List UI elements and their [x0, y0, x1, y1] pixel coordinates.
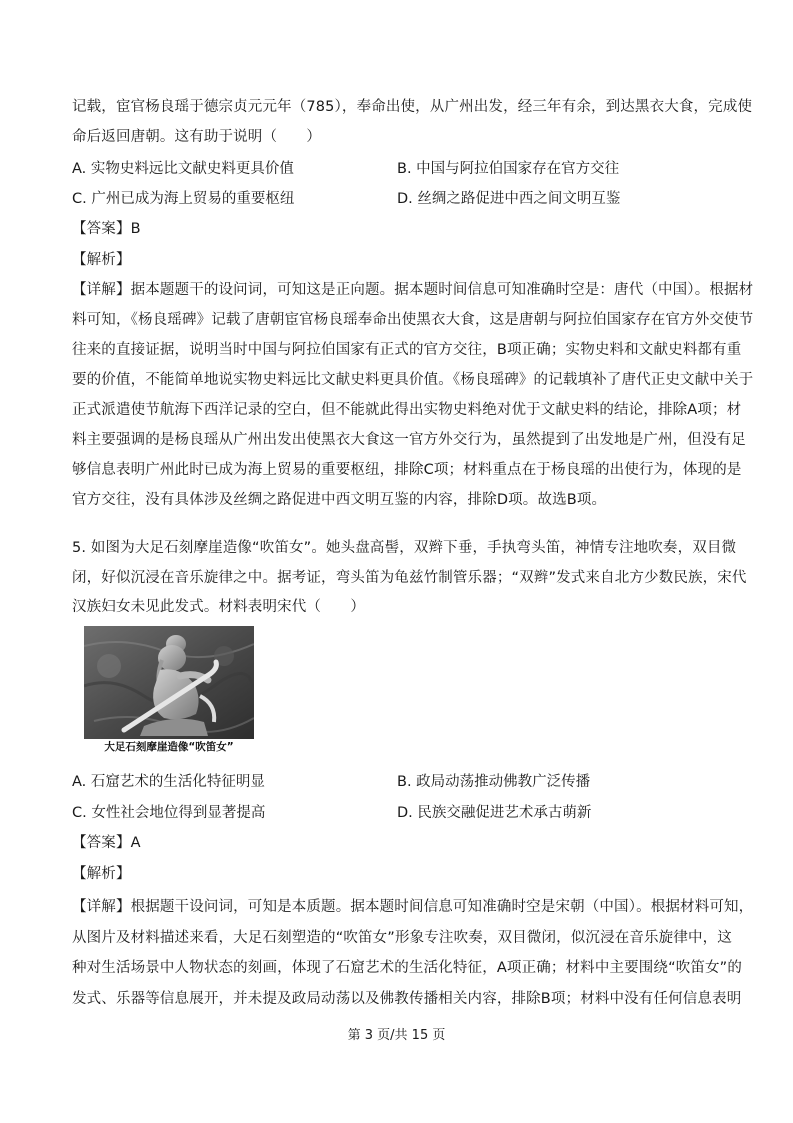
q5-stem-line: 5. 如图为大足石刻摩崖造像“吹笛女”。她头盘高髻，双辫下垂，手执弯头笛，神情专注地吹奏，双目微 [72, 540, 737, 556]
figure-caption: 大足石刻摩崖造像“吹笛女” [104, 741, 234, 753]
q4-detail-line: 往来的直接证据，说明当时中国与阿拉伯国家有正式的官方交往，B项正确；实物史料和文献史料都有重 [72, 342, 742, 358]
stone-carving-figure [84, 626, 254, 759]
q4-detail-line: 官方交往，没有具体涉及丝绸之路促进中西文明互鉴的内容，排除D项。故选B项。 [72, 492, 607, 508]
q4-detail-line: 正式派遣使节航海下西洋记录的空白，但不能就此得出实物史料绝对优于文献史料的结论，排除A项；材 [72, 402, 742, 418]
q5-detail-line: 【详解】根据题干设问词，可知是本质题。据本题时间信息可知准确时空是宋朝（中国）。根据材料可知， [72, 899, 754, 915]
q5-option-a: A. 石窟艺术的生活化特征明显 [72, 774, 265, 790]
q5-option-d: D. 民族交融促进艺术承古萌新 [397, 805, 592, 821]
q5-option-b: B. 政局动荡推动佛教广泛传播 [397, 774, 591, 790]
q4-detail-line: 够信息表明广州此时已成为海上贸易的重要枢纽，排除C项；材料重点在于杨良瑶的出使行为，体现的是 [72, 462, 742, 478]
q5-detail-line: 从图片及材料描述来看，大足石刻塑造的“吹笛女”形象专注吹奏，双目微闭，似沉浸在音乐旋律中，这 [72, 930, 732, 946]
q4-stem-line-2: 命后返回唐朝。这有助于说明（ ） [72, 129, 322, 145]
q4-analysis-label: 【解析】 [72, 252, 131, 268]
q5-stem-line: 闭，好似沉浸在音乐旋律之中。据考证，弯头笛为龟兹竹制管乐器；“双辫”发式来自北方少数民族，宋代 [72, 570, 747, 586]
q5-detail-line: 发式、乐器等信息展开，并未提及政局动荡以及佛教传播相关内容，排除B项；材料中没有任何信息表明 [72, 991, 742, 1007]
q4-detail-line: 料主要强调的是杨良瑶从广州出发出使黑衣大食这一官方外交行为，虽然提到了出发地是广州，但没有足 [72, 432, 746, 448]
q5-detail-line: 种对生活场景中人物状态的刻画，体现了石窟艺术的生活化特征，A项正确；材料中主要围绕“吹笛女”的 [72, 960, 742, 976]
stone-carving-image [84, 626, 254, 739]
q4-option-d: D. 丝绸之路促进中西之间文明互鉴 [397, 191, 621, 207]
q4-detail-line: 料可知，《杨良瑶碑》记载了唐朝宦官杨良瑶奉命出使黑衣大食，这是唐朝与阿拉伯国家存在官方外交使节 [72, 312, 754, 328]
q4-answer: 【答案】B [72, 221, 141, 237]
q5-answer: 【答案】A [72, 835, 141, 851]
q4-detail-line: 要的价值，不能简单地说实物史料远比文献史料更具价值。《杨良瑶碑》的记载填补了唐代正史文献中关于 [72, 372, 754, 388]
q4-stem-line-1: 记载，宦官杨良瑶于德宗贞元元年（785），奉命出使，从广州出发，经三年有余，到达黑衣大食，完成使 [72, 99, 753, 115]
q5-option-c: C. 女性社会地位得到显著提高 [72, 805, 266, 821]
q5-stem-line: 汉族妇女未见此发式。材料表明宋代（ ） [72, 599, 365, 615]
page-number-footer: 第 3 页/共 15 页 [347, 1028, 446, 1043]
q5-analysis-label: 【解析】 [72, 866, 131, 882]
q4-option-a: A. 实物史料远比文献史料更具价值 [72, 161, 294, 177]
q4-option-b: B. 中国与阿拉伯国家存在官方交往 [397, 161, 620, 177]
q4-detail-line: 【详解】据本题题干的设问词，可知这是正向题。据本题时间信息可知准确时空是：唐代（中国）。根据材 [72, 282, 754, 298]
q4-option-c: C. 广州已成为海上贸易的重要枢纽 [72, 191, 295, 207]
